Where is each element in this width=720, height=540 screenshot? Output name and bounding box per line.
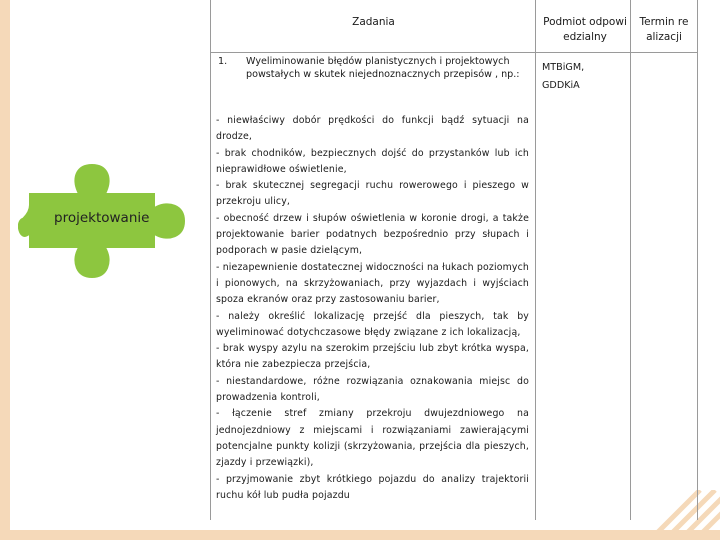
header-tasks: Zadania: [352, 16, 395, 28]
table-border-left: [210, 0, 211, 520]
table-border-right: [697, 0, 698, 520]
puzzle-label: projektowanie: [54, 210, 150, 226]
responsible-1: MTBiGM,: [542, 62, 585, 73]
header-responsible-text: Podmiot odpowiedzialny: [543, 16, 627, 43]
header-responsible: [538, 15, 632, 45]
task-item: - łączenie stref zmiany przekroju dwujezdniowego na jednojezdniowy z miejscami i rozwiązaniami zawierającymi potencjalne punkty kolizji (skrzyżowania, przejścia dla pieszych, zjazdy i przewiązki),: [216, 408, 529, 469]
task-item: - brak wyspy azylu na szerokim przejściu lub zbyt krótka wyspa, która nie zabezpiecza przejścia,: [216, 343, 529, 371]
task-item: - przyjmowanie zbyt krótkiego pojazdu do analizy trajektorii ruchu kół lub pudła pojazdu: [216, 473, 529, 501]
intro-number: 1.: [218, 56, 228, 67]
task-item: - obecność drzew i słupów oświetlenia w koronie drogi, a także projektowanie barier podatnych bezpośrednio przy słupach i podporach w pasie dzielącym,: [216, 212, 529, 257]
decorative-left-border: [0, 0, 10, 540]
header-deadline-text: Termin realizacji: [639, 16, 689, 43]
table-border-col1: [535, 0, 536, 520]
task-item: - niestandardowe, różne rozwiązania oznakowania miejsc do prowadzenia kontroli,: [216, 375, 529, 404]
hatch-pattern: [650, 490, 720, 540]
header-deadline: [633, 15, 695, 45]
table-header-divider: [210, 52, 698, 53]
task-item: - brak chodników, bezpiecznych dojść do przystanków lub ich nieprawidłowe oświetlenie,: [216, 147, 529, 175]
task-item: - należy określić lokalizację przejść dla pieszych, tak by wyeliminować dotychczasowe błędy związane z ich lokalizacją,: [216, 310, 529, 338]
task-item: - niewłaściwy dobór prędkości do funkcji bądź sytuacji na drodze,: [216, 115, 529, 143]
task-item: - niezapewnienie dostatecznej widoczności na łukach poziomych i pionowych, na skrzyżowaniach, przy wyjazdach i wyjściach spoza ekranów oraz przy zastosowaniu barier,: [216, 261, 529, 306]
intro-text: Wyeliminowanie błędów planistycznych i projektowych powstałych w skutek niejednoznacznych przepisów , np.:: [246, 56, 520, 80]
table-border-col2: [630, 0, 631, 520]
task-item: - brak skutecznej segregacji ruchu rowerowego i pieszego w przekroju ulicy,: [216, 180, 529, 208]
responsible-2: GDDKiA: [542, 80, 580, 91]
decorative-bottom-border: [0, 530, 720, 540]
task-list: [216, 113, 529, 504]
